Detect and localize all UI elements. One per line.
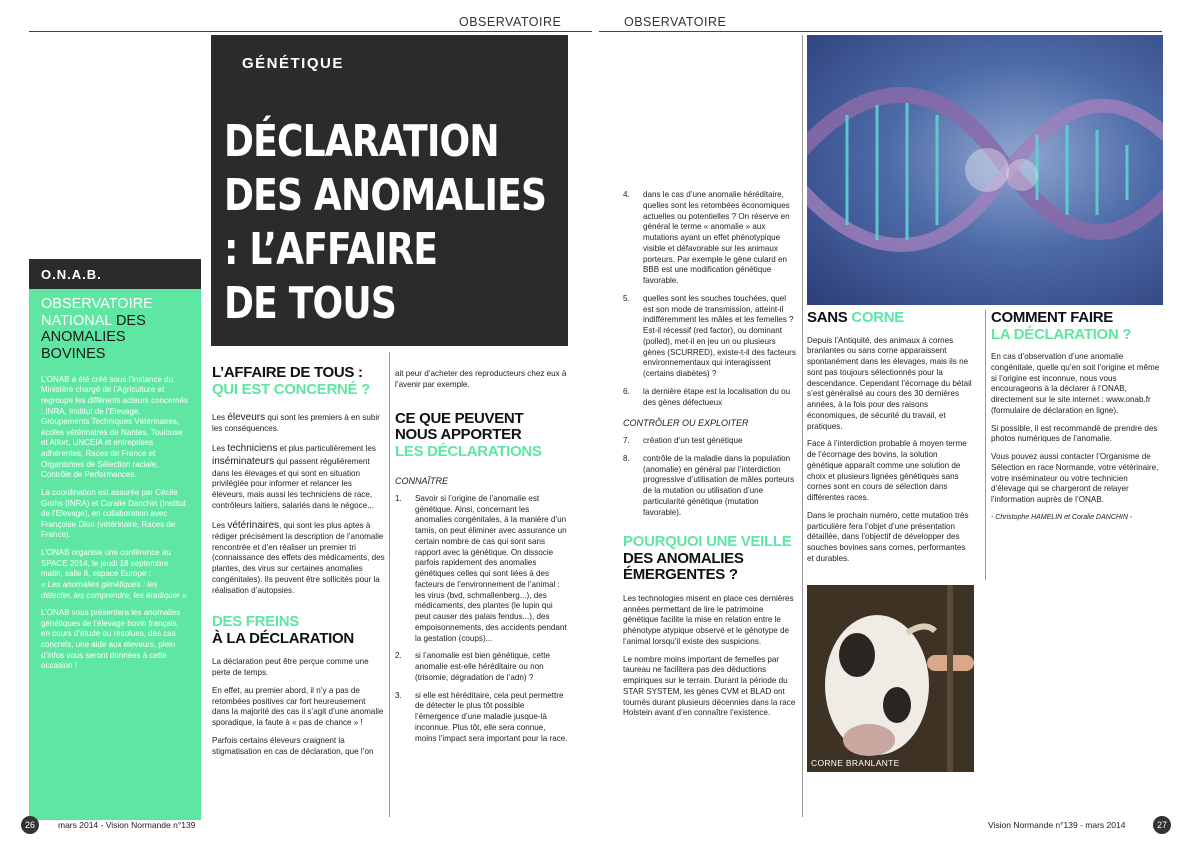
- sidebar-body: [29, 289, 201, 820]
- list-item-number: 2.: [395, 651, 402, 661]
- heading-part-green: LES DÉCLARATIONS: [395, 442, 542, 460]
- list-item: [623, 436, 798, 447]
- signature: - Christophe HAMELIN et Coralie DANCHIN -: [991, 513, 1133, 521]
- paragraph: Dans le prochain numéro, cette mutation très particulière fera l’objet d’une présentation détaillée, dans l’objectif de développer des souches bovines sans cornes, performantes et durables.: [807, 510, 969, 563]
- list-item: [623, 387, 798, 409]
- section-heading: [991, 310, 1163, 343]
- sidebar-conference-text: L’ONAB organise une conférence au SPACE 2014, le jeudi 18 septembre matin, salle 8, espace Europe :: [41, 548, 171, 579]
- list-item: [623, 190, 798, 287]
- list-item-text: création d’un test génétique: [643, 436, 743, 446]
- section-heading: [623, 534, 798, 584]
- heading-part-green: POURQUOI UNE VEILLE: [623, 533, 792, 551]
- sidebar-paragraph: La coordination est assurée par Cécile Grohs (INRA) et Coralie Danchin (Institut de l’Elevage), en collaboration avec Françoise Dion (vétérinaire, Races de France).: [41, 487, 186, 540]
- numbered-list: [623, 436, 798, 518]
- sidebar-title-part-a: OBSERVATOIRE NATIONAL: [41, 296, 153, 329]
- section-kicker: GÉNÉTIQUE: [242, 55, 344, 72]
- paragraph: Parfois certains éleveurs craignent la stigmatisation en cas de déclaration, que l’on: [212, 735, 374, 756]
- column-divider: [985, 310, 986, 580]
- list-item-text: si elle est héréditaire, cela peut permettre de détecter le plus tôt possible l’émergence d’une maladie jusque-là inconnue. Plus tôt, elle sera connue, moins l’impact sera important pour la race.: [415, 690, 568, 743]
- cow-photo: [807, 585, 974, 772]
- sidebar-title-part-b: DES ANOMALIES BOVINES: [41, 312, 146, 363]
- paragraph: En cas d’observation d’une anomalie congénitale, quelle qu’en soit l’origine et même si l’origine est inconnue, nous vous encourageons à la déclarer à l’ONAB, directement sur le site internet : www.onab.fr (formulaire de déclaration en ligne).: [991, 352, 1160, 415]
- numbered-list: [395, 494, 568, 745]
- column-5: [991, 310, 1163, 529]
- left-page-header: OBSERVATOIRE: [459, 15, 562, 29]
- heading-part: À LA DÉCLARATION: [212, 629, 354, 647]
- list-item-number: 8.: [623, 453, 630, 463]
- heading-part: COMMENT FAIRE: [991, 309, 1113, 326]
- article-title-box: [211, 35, 568, 346]
- list-item-number: 3.: [395, 690, 402, 700]
- paragraph: Le nombre moins important de femelles par taureau ne facilitera pas des déductions empiriques sur le terrain. Durant la période du STAR SYSTEM, les gènes CVM et BLAD ont tournés durant plusieurs décennies dans la race Holstein avant d’en connaître l’existence.: [623, 654, 796, 718]
- list-item-text: la dernière étape est la localisation du ou des gènes défectueux: [643, 386, 791, 407]
- heading-part: DES ANOMALIES ÉMERGENTES ?: [623, 549, 744, 584]
- column-2: [395, 369, 568, 751]
- column-3: [623, 190, 798, 726]
- onab-sidebar: [29, 259, 201, 820]
- list-item-number: 5.: [623, 293, 630, 303]
- paragraph: La déclaration peut être perçue comme une perte de temps.: [212, 657, 369, 678]
- list-item-text: quelles sont les souches touchées, quel est son mode de transmission, atteint-il indifféremment les mâles et les femelles ? Est-il récessif (red factor), ou dominant (polled), met-il en jeu un ou plusieurs gènes (SCURRED), existe-t-il des facteurs environnementaux qui interagissent (certains diabètes) ?: [643, 293, 796, 378]
- column-divider: [802, 35, 803, 817]
- sidebar-label: O.N.A.B.: [29, 259, 201, 289]
- list-item-text: Savoir si l’origine de l’anomalie est génétique. Ainsi, concernant les anomalies congénitales, à la manière d’un tamis, on peut éliminer avec assurance un certain nombre de cas qui sont sans rapport avec la génétique. On dissocie parfois rapidement des anomalies génétiques celles qui sont liées à des facteurs de l’environnement de l’animal : les virus (bvd, schmallenberg...), des médicaments, des plantes (le lupin qui peut causer des palais fendus...), des empoisonnements, des accidents pendant la gestation (coups)...: [415, 493, 567, 643]
- heading-part: SANS: [807, 309, 852, 326]
- list-item-text: si l’anomalie est bien génétique, cette anomalie est-elle héréditaire ou non (trisomie, dégradation de l’adn) ?: [415, 651, 550, 682]
- paragraph: Vous pouvez aussi contacter l’Organisme de Sélection en race Normande, votre vétérinaire, votre inséminateur ou votre technicien d’élevage qui se chargeront de relayer l’information auprès de l’ONAB.: [991, 452, 1159, 504]
- paragraph: Les vétérinaires, qui sont les plus aptes à rédiger précisément la description de l’anomalie rencontrée et d’en réaliser un premier tri (connaissance des effets des médicaments, des plantes, des virus sur certaines anomalies congénitales). Ils peuvent être sollicités pour la réalisation d’autopsies.: [212, 519, 385, 595]
- list-item-number: 4.: [623, 190, 630, 199]
- right-page-header: OBSERVATOIRE: [624, 15, 727, 29]
- heading-part: L’AFFAIRE DE TOUS :: [212, 364, 363, 381]
- title-line: DE TOUS: [224, 278, 396, 329]
- list-item: [623, 454, 798, 519]
- list-item: [395, 691, 568, 745]
- sidebar-paragraph: [41, 548, 189, 601]
- heading-part-green: CORNE: [851, 309, 905, 326]
- left-footer-text: mars 2014 - Vision Normande n°139: [58, 820, 196, 830]
- numbered-list: [623, 190, 798, 408]
- list-item-number: 7.: [623, 436, 630, 446]
- cow-illustration: [807, 585, 974, 772]
- paragraph: Les éleveurs qui sont les premiers à en subir les conséquences.: [212, 412, 380, 434]
- paragraph: Les techniciens et plus particulièrement les inséminateurs qui passent régulièrement dans les élevages et qui sont en situation privilégiée pour informer et relancer les éleveurs, mais aussi les techniciens de race, contrôleurs laitiers, salariés dans le négoce...: [212, 443, 376, 510]
- paragraph: Les technologies misent en place ces dernières années permettant de lire le patrimoine génétique facilite la mise en relation entre le phénotype atypique observé et le génotype de l’animal lorsqu’il existe des suspicions.: [623, 593, 794, 646]
- paragraph: En effet, au premier abord, il n’y a pas de retombées positives car fort heureusement dans la majorité des cas il s’agit d’une anomalie sporadique, la faute à « pas de chance » !: [212, 685, 384, 728]
- sidebar-paragraph: L’ONAB a été créé sous l’instance du Ministère chargé de l’Agriculture et regroupe les différents acteurs concernés : INRA, Institut de l’Elevage, Groupements Techniques Vétérinaires, écoles vétérinaires de Nantes, Toulouse et Alfort, UNCEIA et entreprises adhérentes, Races de France et Organismes de Sélection raciale, Contrôle de Performances.: [41, 374, 189, 480]
- column-1: [212, 365, 385, 764]
- column-4: [807, 310, 974, 572]
- title-line: : L’AFFAIRE: [224, 224, 438, 275]
- right-page-number: 27: [1153, 816, 1171, 834]
- list-item-number: 6.: [623, 386, 630, 396]
- section-heading: [212, 365, 385, 398]
- paragraph: Depuis l’Antiquité, des animaux à cornes branlantes ou sans corne apparaissent spontanément dans les élevages, mais ils ne sont pas toujours sélectionnés pour la descendance. Cependant l’écornage du bétail s’est généralisé au cours des 30 dernières années, à la fois pour des raisons économiques, de sécurité du travail, et pratiques.: [807, 335, 972, 431]
- title-line: DES ANOMALIES: [224, 170, 547, 221]
- sidebar-conference-title: « Les anomalies génétiques : les détecter, les comprendre, les éradiquer ».: [41, 579, 189, 600]
- article-title: [224, 115, 546, 331]
- dna-helix-illustration: [807, 35, 1163, 305]
- right-footer-text: Vision Normande n°139 - mars 2014: [988, 820, 1126, 830]
- heading-part: CE QUE PEUVENT NOUS APPORTER: [395, 409, 524, 443]
- paragraph: ait peur d’acheter des reproducteurs chez eux à l’avenir par exemple.: [395, 369, 567, 389]
- left-page-number: 26: [21, 816, 39, 834]
- list-item-text: contrôle de la maladie dans la population (anomalie) en général par l’interdiction progressive d’utilisation de mâles porteurs de la mutation ou utilisation d’une particularité génétique (mutation favorable).: [643, 453, 795, 517]
- heading-part-green: QUI EST CONCERNÉ ?: [212, 380, 370, 398]
- section-heading: [212, 614, 385, 647]
- photo-caption: CORNE BRANLANTE: [811, 758, 900, 768]
- list-item-number: 1.: [395, 493, 402, 503]
- list-item-text: dans le cas d’une anomalie héréditaire, quelles sont les retombées économiques actuelles ou potentielles ? On réserve en général le terme « anomalie » aux mutations ayant un effet phénotypique visible et défavorable sur les animaux porteurs. Par exemple le gène culard en BBB est une modification génétique favorable.: [643, 190, 790, 285]
- column-divider: [389, 352, 390, 817]
- heading-part-green: DES FREINS: [212, 613, 300, 631]
- heading-part-green: LA DÉCLARATION ?: [991, 325, 1132, 343]
- list-item: [395, 494, 568, 645]
- section-heading: [395, 411, 568, 461]
- left-header-rule: [29, 31, 592, 32]
- paragraph: Face à l’interdiction probable à moyen terme de l’écornage des bovins, la solution génétique apparaît comme une solution de choix et plusieurs lignées génétiques sans cornes sont en cours de sélection dans différentes races.: [807, 439, 967, 502]
- paragraph: Si possible, il est recommandé de prendre des photos numériques de l’anomalie.: [991, 423, 1158, 444]
- subheading: CONTRÔLER OU EXPLOITER: [623, 418, 749, 429]
- dna-helix-photo: [807, 35, 1163, 305]
- section-heading: [807, 310, 974, 327]
- list-item: [623, 294, 798, 380]
- sidebar-paragraph: L’ONAB vous présentera les anomalies génétiques de l’élevage bovin français, en cours d’étude ou résolues, des cas concrets, une aide aux éleveurs, plein d’infos vous seront données à cette occasion !: [41, 608, 181, 671]
- right-header-rule: [599, 31, 1162, 32]
- list-item: [395, 651, 568, 683]
- title-line: DÉCLARATION: [224, 116, 499, 167]
- subheading: CONNAÎTRE: [395, 476, 449, 486]
- sidebar-title: [41, 296, 189, 363]
